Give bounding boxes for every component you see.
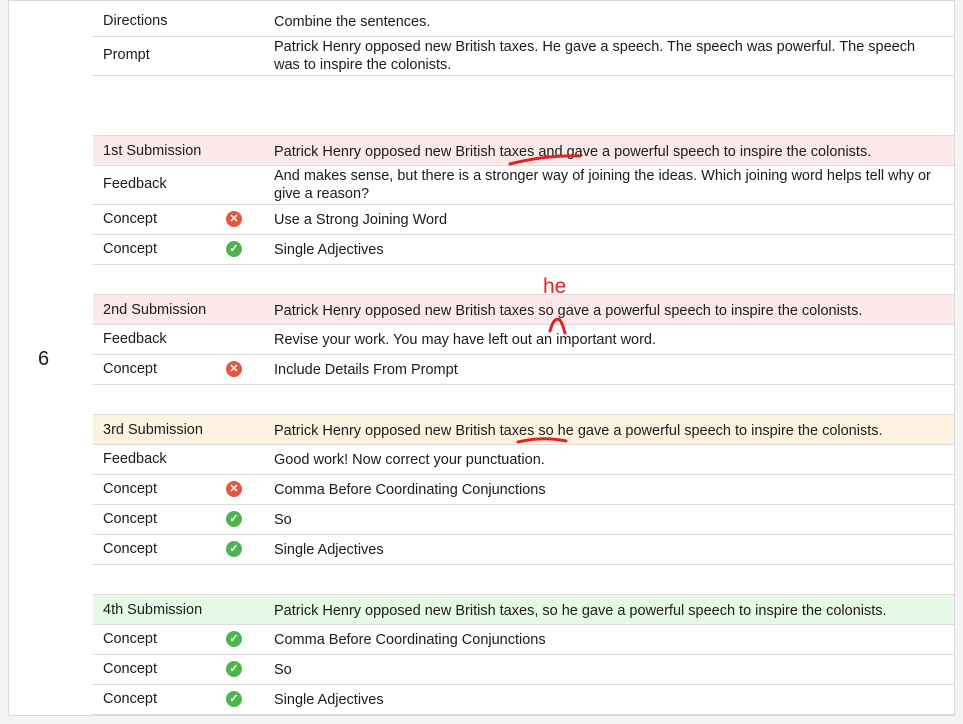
row-label: Concept [103, 241, 158, 257]
row-label: 4th Submission [103, 602, 203, 618]
directions-row [93, 6, 954, 37]
row-text: Combine the sentences. [274, 14, 431, 30]
submission-row-3 [93, 414, 954, 445]
concept-row [93, 535, 954, 565]
row-label: 2nd Submission [103, 302, 207, 318]
row-label: Concept [103, 211, 158, 227]
concept-row [93, 475, 954, 505]
row-label: Directions [103, 13, 168, 29]
row-label: Concept [103, 541, 158, 557]
feedback-text: Good work! Now correct your punctuation. [274, 452, 545, 468]
concept-text: Use a Strong Joining Word [274, 212, 448, 228]
check-icon: ✓ [226, 631, 242, 647]
concept-text: So [274, 662, 292, 678]
row-label: Concept [103, 631, 158, 647]
submission-text: Patrick Henry opposed new British taxes so gave a powerful speech to inspire the colonists. [274, 303, 863, 319]
feedback-row [93, 445, 954, 475]
error-icon: ✕ [226, 481, 242, 497]
feedback-text: And makes sense, but there is a stronger way of joining the ideas. Which joining word helps tell why or give a reason? [274, 168, 931, 202]
prompt-row [93, 37, 954, 76]
row-label: Concept [103, 691, 158, 707]
concept-row [93, 625, 954, 655]
check-icon: ✓ [226, 511, 242, 527]
concept-row [93, 235, 954, 265]
row-number: 6 [38, 348, 50, 370]
feedback-row [93, 325, 954, 355]
concept-row [93, 685, 954, 715]
feedback-text: Revise your work. You may have left out an important word. [274, 332, 657, 348]
concept-text: Comma Before Coordinating Conjunctions [274, 482, 546, 498]
submission-text: Patrick Henry opposed new British taxes, so he gave a powerful speech to inspire the colonists. [274, 603, 887, 619]
row-label: Feedback [103, 331, 167, 347]
row-label: Concept [103, 661, 158, 677]
check-icon: ✓ [226, 541, 242, 557]
concept-text: Single Adjectives [274, 242, 384, 258]
inserted-word-annotation: he [543, 275, 567, 298]
check-icon: ✓ [226, 661, 242, 677]
concept-text: Include Details From Prompt [274, 362, 458, 378]
submission-text: Patrick Henry opposed new British taxes and gave a powerful speech to inspire the colonists. [274, 144, 872, 160]
submission-text: Patrick Henry opposed new British taxes so he gave a powerful speech to inspire the colonists. [274, 423, 883, 439]
error-icon: ✕ [226, 211, 242, 227]
submission-row-4 [93, 594, 954, 625]
concept-row [93, 505, 954, 535]
row-label: Concept [103, 481, 158, 497]
row-label: Feedback [103, 176, 167, 192]
submission-row-2 [93, 294, 954, 325]
row-label: 1st Submission [103, 143, 202, 159]
concept-row [93, 355, 954, 385]
concept-text: Single Adjectives [274, 542, 384, 558]
feedback-row [93, 166, 954, 205]
concept-text: Single Adjectives [274, 692, 384, 708]
submission-row-1 [93, 135, 954, 166]
concept-text: Comma Before Coordinating Conjunctions [274, 632, 546, 648]
concept-row [93, 655, 954, 685]
row-text: Patrick Henry opposed new British taxes. He gave a speech. The speech was powerful. The speech was to inspire the colonists. [274, 39, 916, 73]
check-icon: ✓ [226, 691, 242, 707]
row-label: Concept [103, 361, 158, 377]
error-icon: ✕ [226, 361, 242, 377]
concept-row [93, 205, 954, 235]
row-label: 3rd Submission [103, 422, 203, 438]
concept-text: So [274, 512, 292, 528]
row-label: Feedback [103, 451, 167, 467]
row-label: Prompt [103, 47, 150, 63]
check-icon: ✓ [226, 241, 242, 257]
row-label: Concept [103, 511, 158, 527]
